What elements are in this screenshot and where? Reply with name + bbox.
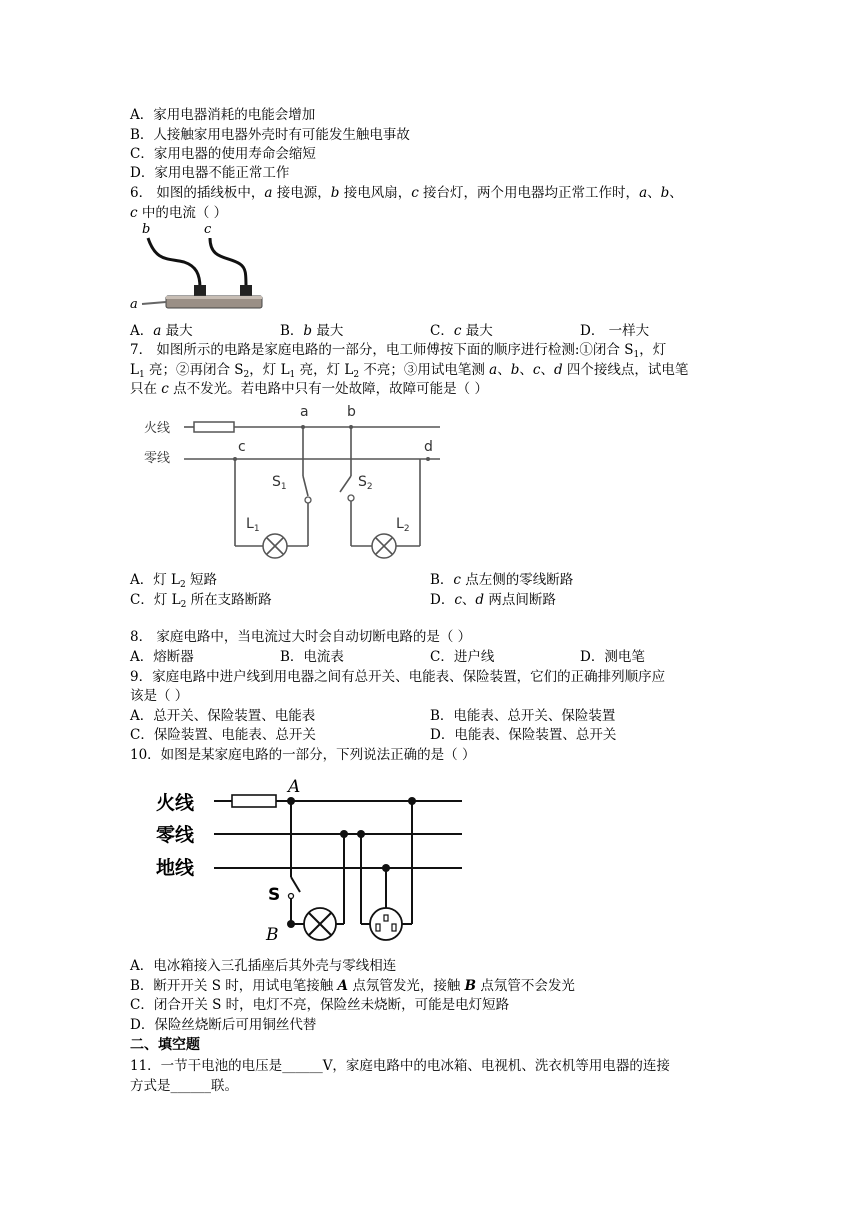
q7-option-b: B．c 点左侧的零线断路 <box>430 572 574 588</box>
q7-circuit-figure <box>140 400 450 560</box>
q7-label-live: 火线 <box>144 421 171 436</box>
q10-label-a: A <box>288 777 301 797</box>
q10-stem: 10．如图是某家庭电路的一部分，下列说法正确的是（ ） <box>130 747 476 763</box>
q9-option-a: A．总开关、保险装置、电能表 <box>130 708 316 724</box>
q6-stem-line1: 6． 如图的插线板中，a 接电源，b 接电风扇，c 接台灯，两个用电器均正常工作时，a、b、 <box>130 185 683 201</box>
q7-option-d: D．c、d 两点间断路 <box>430 592 556 608</box>
q8-option-c: C．进户线 <box>430 649 495 665</box>
q11-line2: 方式是______联。 <box>130 1078 238 1094</box>
q6-label-a: a <box>130 297 138 312</box>
section-heading-fill-blank: 二、填空题 <box>130 1037 200 1053</box>
q10-label-s: S <box>268 885 281 905</box>
q10-three-pin-socket <box>370 908 402 940</box>
q8-option-a: A．熔断器 <box>130 649 194 665</box>
q6-option-a: A．a 最大 <box>130 323 193 339</box>
q7-option-a: A．灯 $L_2$ 短路 <box>130 572 218 590</box>
q10-option-a: A．电冰箱接入三孔插座后其外壳与零线相连 <box>130 958 397 974</box>
q5-option-b: B．人接触家用电器外壳时有可能发生触电事故 <box>130 127 410 143</box>
q10-option-b: B．断开开关 S 时，用试电笔接触 A 点氖管发光，接触 B 点氖管不会发光 <box>130 978 575 994</box>
q7-stem-line1: 7． 如图所示的电路是家庭电路的一部分，电工师傅按下面的顺序进行检测:①闭合 $S_1$，灯 <box>130 342 667 360</box>
q8-option-b: B．电流表 <box>280 649 344 665</box>
q11-blank-1: ______ <box>282 1058 323 1074</box>
q10-circuit-figure <box>150 772 470 948</box>
q10-option-c: C．闭合开关 S 时，电灯不亮，保险丝未烧断，可能是电灯短路 <box>130 997 510 1013</box>
q8-stem: 8． 家庭电路中，当电流过大时会自动切断电路的是（ ） <box>130 629 472 645</box>
q5-option-c: C．家用电器的使用寿命会缩短 <box>130 146 316 162</box>
q9-option-d: D．电能表、保险装置、总开关 <box>430 727 617 743</box>
q6-label-c: c <box>204 222 212 237</box>
q7-label-a: a <box>300 404 309 420</box>
q8-option-d: D．测电笔 <box>580 649 645 665</box>
q7-label-s2: $S_2$ <box>358 474 373 492</box>
q7-option-c: C．灯 $L_2$ 所在支路断路 <box>130 592 272 610</box>
q7-label-l1: $L_1$ <box>246 516 260 534</box>
q7-label-neutral: 零线 <box>144 451 171 466</box>
q10-label-ground: 地线 <box>156 857 195 879</box>
q6-stem-line2: c 中的电流（ ） <box>130 205 228 221</box>
q11-line1: 11．一节干电池的电压是______V，家庭电路中的电冰箱、电视机、洗衣机等用电器的连接 <box>130 1058 670 1074</box>
q7-label-l2: $L_2$ <box>396 516 410 534</box>
q5-option-d: D．家用电器不能正常工作 <box>130 165 290 181</box>
q9-option-b: B．电能表、总开关、保险装置 <box>430 708 616 724</box>
q9-option-c: C．保险装置、电能表、总开关 <box>130 727 316 743</box>
q10-label-b: B <box>266 925 279 945</box>
q5-option-a: A．家用电器消耗的电能会增加 <box>130 107 316 123</box>
q10-option-d: D．保险丝烧断后可用铜丝代替 <box>130 1017 317 1033</box>
q9-stem-line2: 该是（ ） <box>130 688 189 704</box>
q6-option-b: B．b 最大 <box>280 323 344 339</box>
q6-label-b: b <box>142 222 151 237</box>
q7-label-d: d <box>424 439 433 455</box>
q7-label-c: c <box>238 439 246 455</box>
q7-stem-line3: 只在 c 点不发光。若电路中只有一处故障，故障可能是（ ） <box>130 381 488 397</box>
q11-blank-2: ______ <box>170 1078 211 1094</box>
q6-option-c: C．c 最大 <box>430 323 493 339</box>
q10-label-neutral: 零线 <box>156 824 195 846</box>
q6-option-d: D． 一样大 <box>580 323 650 339</box>
q6-power-strip-figure <box>128 222 268 322</box>
q10-fuse <box>232 795 276 807</box>
q9-stem-line1: 9．家庭电路中进户线到用电器之间有总开关、电能表、保险装置，它们的正确排列顺序应 <box>130 669 666 685</box>
q10-label-live: 火线 <box>156 792 195 814</box>
q7-stem-line2: $L_1$ 亮；②再闭合 $S_2$，灯 $L_1$ 亮，灯 $L_2$ 不亮；③用试电笔测 a、b、c、d 四个接线点，试电笔 <box>130 362 689 380</box>
q7-label-b: b <box>347 404 356 420</box>
q7-fuse <box>194 422 234 432</box>
q7-label-s1: $S_1$ <box>272 474 287 492</box>
